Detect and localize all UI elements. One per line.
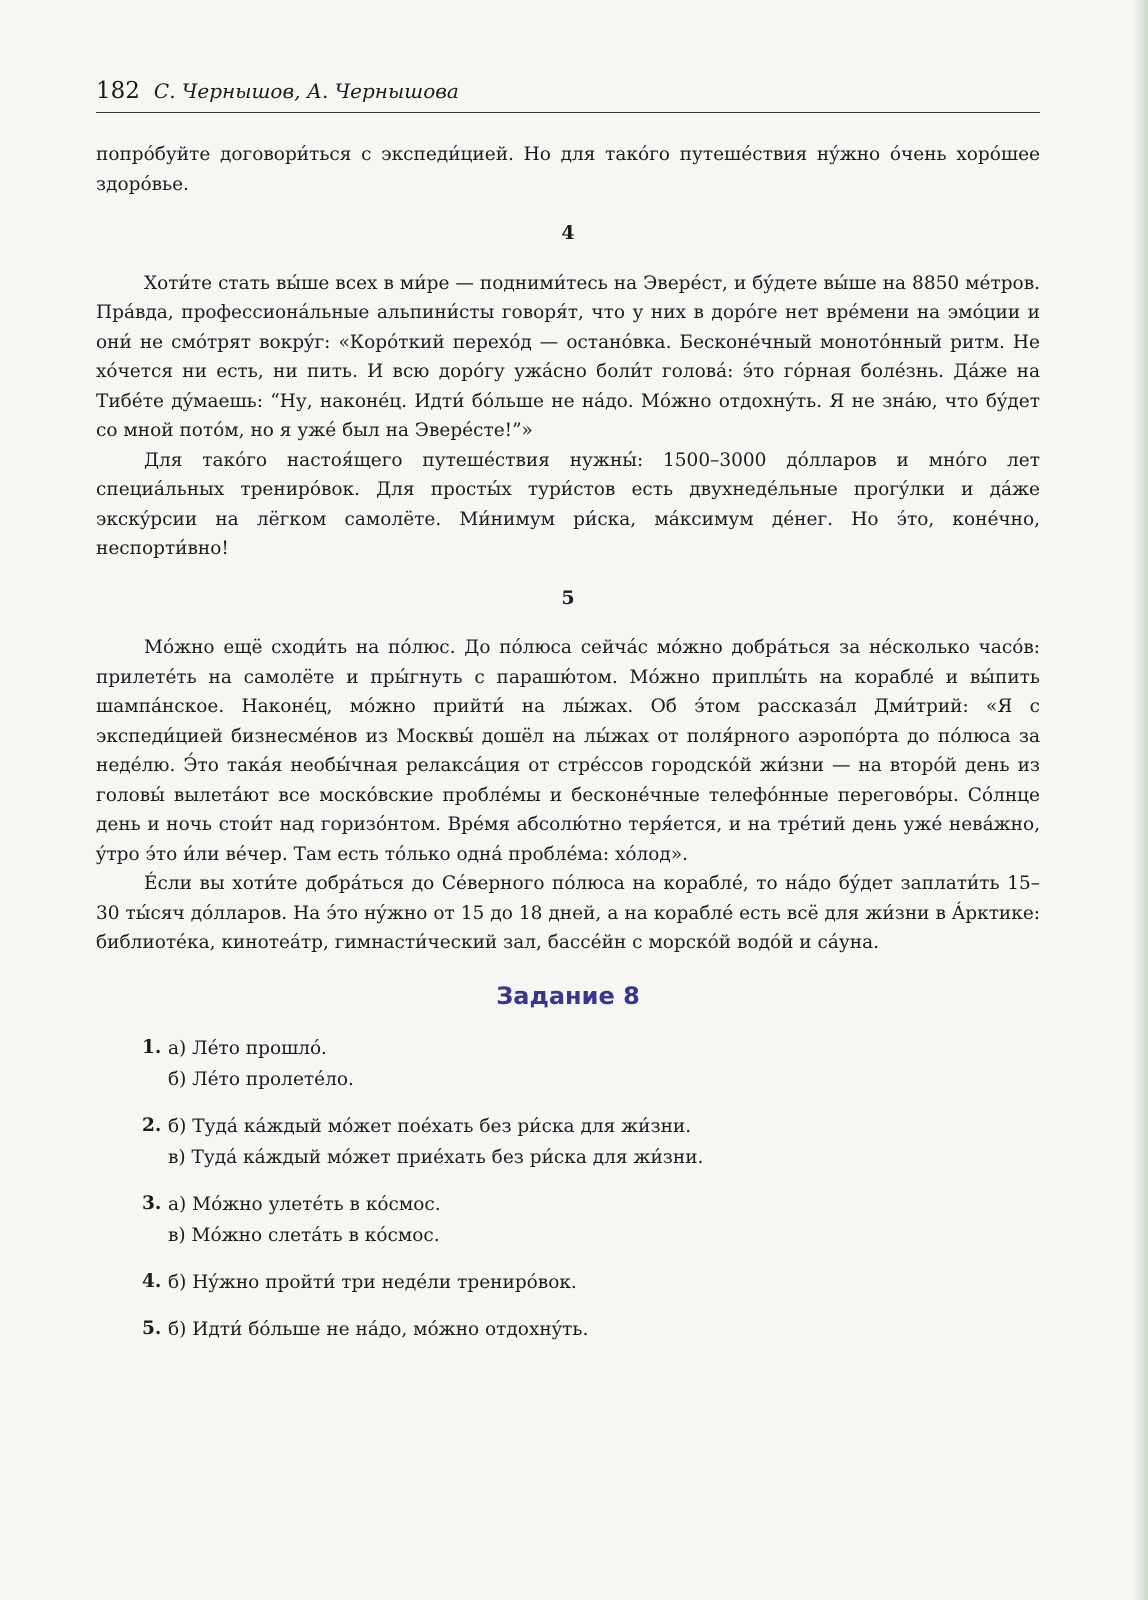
answer-line: б) Тудá кáждый мóжет поéхать без ри́ска для жи́зни.	[168, 1116, 692, 1137]
answer-item-2	[142, 1111, 1040, 1173]
answer-line: в) Тудá кáждый мóжет приéхать без ри́ска для жи́зни.	[168, 1147, 704, 1168]
answer-line: б) Идти́ бóльше не нáдо, мóжно отдохнýть.	[168, 1319, 589, 1340]
section-3-tail-paragraph: попрóбуйте договори́ться с экспеди́цией. Но для такóго путешéствия нýжно óчень хорóшее здорóвье.	[96, 144, 1040, 195]
answer-item-5	[142, 1314, 1040, 1345]
page-content	[96, 140, 1040, 1361]
section-4-paragraph-1: Хоти́те стать вы́ше всех в ми́ре — подними́тесь на Эвере́ст, и бýдете вы́ше на 8850 мéтров. Прáвда, профессионáльные альпини́сты говоря́т, что у них в дорóге нет врéмени на эмóции и они́ не смóтрят вокрýг: «Корóткий перехóд — остано́вка. Бесконéчный монотóнный ритм. Не хóчется ни есть, ни пить. И всю дорóгу ужáсно боли́т головá: э́то гóрная болéзнь. Дáже на Тибéте дýмаешь: “Ну, наконéц. Идти́ бóльше не нáдо. Мóжно отдохнýть. Я не знáю, что бýдет со мной потóм, но я ужé был на Эверéсте!”»	[96, 272, 1040, 441]
section-5-paragraph-1: Мóжно ещё сходи́ть на пóлюс. До пóлюса сейчáс мóжно добрáться за нéсколько часóв: прилетéть на самолёте и пры́гнуть с парашю́том. Мóжно приплы́ть на кораблé и вы́пить шампáнское. Наконéц, мóжно прийти́ на лы́жах. Об э́том рассказáл Дми́трий: «Я с экспеди́цией бизнесмéнов из Москвы́ дошёл на лы́жах от поля́рного аэропóрта до пóлюса за недéлю. Э́то такáя необы́чная релаксáция от стрéссов городскóй жи́зни — на вторóй день из головы́ вылетáют все москóвские проблéмы и бесконéчные телефóнные перегово́ры. Сóлнце день и ночь стои́т над горизóнтом. Врéмя абсолю́тно теря́ется, и на трéтий день ужé невáжно, ýтро э́то и́ли вéчер. Там есть тóлько однá проблéма: хóлод».	[96, 637, 1040, 865]
answer-item-1	[142, 1033, 1040, 1095]
answer-number: 4.	[142, 1271, 162, 1292]
answer-number: 5.	[142, 1318, 162, 1339]
section-4-paragraph-2: Для такóго настоя́щего путешéствия нужны́: 1500–3000 дóлларов и мнóго лет специáльных трениро́вок. Для просты́х тури́стов есть двухнедéльные прогýлки и дáже экскýрсии на лёгком самолёте. Ми́нимум ри́ска, мáксимум дéнег. Но э́то, конéчно, неспорти́вно!	[96, 449, 1040, 559]
answer-item-3	[142, 1189, 1040, 1251]
task-title: Задание 8	[496, 981, 640, 1010]
answer-number: 3.	[142, 1193, 162, 1214]
page-header	[96, 78, 1040, 113]
answer-line: б) Нýжно пройти́ три недéли трениро́вок.	[168, 1272, 577, 1293]
page-edge-shadow	[1134, 0, 1148, 1600]
section-number-4: 4	[561, 222, 575, 244]
answer-line: а) Мóжно улетéть в кóсмос.	[168, 1194, 441, 1215]
answer-line: в) Мóжно слетáть в кóсмос.	[168, 1225, 440, 1246]
running-title-authors: С. Чернышов, А. Чернышова	[153, 79, 459, 103]
answer-item-4	[142, 1267, 1040, 1298]
answer-line: б) Лéто пролетéло.	[168, 1069, 354, 1090]
answer-list	[142, 1033, 1040, 1345]
answer-number: 1.	[142, 1037, 162, 1058]
answer-number: 2.	[142, 1115, 162, 1136]
answer-line: а) Лéто прошлó.	[168, 1038, 327, 1059]
section-5-paragraph-2: Éсли вы хоти́те добрáться до Сéверного пóлюса на кораблé, то нáдо бýдет заплати́ть 15–30 ты́сяч дóлларов. На э́то нýжно от 15 до 18 дней, а на кораблé есть всё для жи́зни в Áрктике: библиотéка, кинотеáтр, гимнасти́ческий зал, бассéйн с морскóй водóй и сáуна.	[96, 873, 1040, 953]
page-number: 182	[96, 78, 140, 104]
section-number-5: 5	[561, 586, 575, 609]
